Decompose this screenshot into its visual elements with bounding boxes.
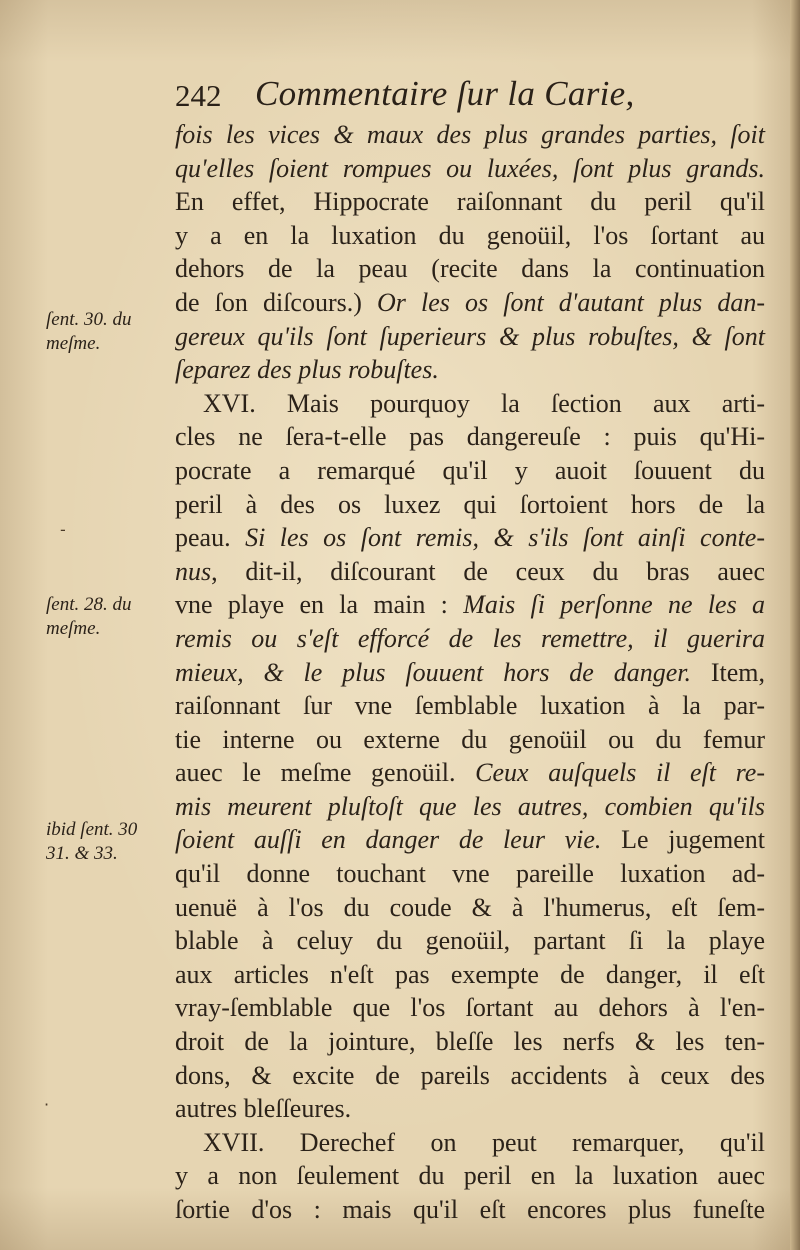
italic-quote: fois les vices & maux des plus grandes parties, ſoit: [175, 120, 765, 149]
margin-note: [46, 593, 166, 641]
text-line: [175, 1025, 765, 1059]
italic-quote: ſeparez des plus robuſtes.: [175, 355, 439, 385]
text-run: En effet, Hippocrate raiſonnant du peril qu'il: [175, 187, 765, 217]
text-run: raiſonnant ſur vne ſemblable luxation à la par-: [175, 691, 765, 721]
margin-note-line: ſent. 30. du: [46, 309, 132, 330]
text-line: [175, 991, 765, 1025]
text-line: [175, 387, 765, 421]
page-edge: [790, 0, 800, 1250]
text-line: [175, 823, 765, 857]
margin-note-line: meſme.: [46, 618, 101, 639]
text-run: vne playe en la main :: [175, 590, 464, 620]
text-line: [175, 219, 765, 253]
text-line: [175, 118, 765, 152]
text-line: [175, 185, 765, 219]
margin-note-line: ibid ſent. 30: [46, 819, 138, 840]
italic-quote: remis ou s'eſt efforcé de les remettre, il guerira: [175, 623, 765, 653]
margin-note: [46, 818, 166, 866]
text-line: [175, 1092, 765, 1126]
text-line: [175, 1126, 765, 1160]
text-line: [175, 420, 765, 454]
italic-quote: qu'elles ſoient rompues ou luxées, ſont plus grands.: [175, 153, 765, 183]
text-run: dons, & excite de pareils accidents à ceux des: [175, 1060, 765, 1090]
text-line: [175, 353, 765, 387]
text-line: [175, 1193, 765, 1227]
text-line: [175, 622, 765, 656]
text-line: [175, 1159, 765, 1193]
text-run: tie interne ou externe du genoüil ou du femur: [175, 724, 765, 754]
text-line: [175, 958, 765, 992]
text-run: Item,: [690, 657, 765, 687]
text-line: [175, 723, 765, 757]
text-run: droit de la jointure, bleſſe les nerfs & les ten-: [175, 1027, 765, 1057]
text-line: [175, 588, 765, 622]
text-run: y a en la luxation du genoüil, l'os ſortant au: [175, 220, 765, 250]
text-line: [175, 689, 765, 723]
stray-mark: ·: [44, 1095, 50, 1114]
text-run: dehors de la peau (recite dans la continuation: [175, 254, 765, 284]
text-line: [175, 152, 765, 186]
page-number: 242: [175, 78, 222, 113]
text-run: autres bleſſeures.: [175, 1094, 352, 1124]
text-line: [175, 891, 765, 925]
italic-quote: Or les os ſont d'autant plus dan-: [377, 287, 766, 317]
text-run: ſortie d'os : mais qu'il eſt encores plus funeſte: [175, 1195, 765, 1224]
margin-note-line: 31. & 33.: [46, 843, 118, 864]
italic-quote: mieux, & le plus ſouuent hors de danger.: [175, 657, 691, 687]
text-line: [175, 454, 765, 488]
text-line: [175, 521, 765, 555]
text-run: peril à des os luxez qui ſortoient hors de la: [175, 489, 765, 519]
stray-mark: -: [60, 520, 66, 539]
text-run: Le jugement: [601, 825, 765, 855]
text-run: de ſon diſcours.): [175, 287, 378, 317]
text-line: [175, 756, 765, 790]
text-line: [175, 790, 765, 824]
italic-quote: Ceux auſquels il eſt re-: [475, 758, 765, 788]
italic-quote: Mais ſi perſonne ne les a: [463, 590, 765, 620]
margin-note-line: meſme.: [46, 333, 101, 354]
italic-quote: mis meurent pluſtoſt que les autres, combien qu'ils: [175, 791, 765, 821]
running-title: Commentaire ſur la Carie,: [255, 74, 635, 113]
text-line: [175, 1059, 765, 1093]
text-line: [175, 488, 765, 522]
text-line: [175, 555, 765, 589]
text-run: aux articles n'eſt pas exempte de danger, il eſt: [175, 959, 765, 989]
text-run: qu'il donne touchant vne pareille luxation ad-: [175, 859, 765, 889]
margin-note: [46, 308, 166, 356]
text-line: [175, 924, 765, 958]
text-run: pocrate a remarqué qu'il y auoit ſouuent du: [175, 455, 765, 485]
body-text: [175, 118, 765, 1227]
margin-note-line: ſent. 28. du: [46, 594, 132, 615]
text-line: [175, 857, 765, 891]
text-run: peau.: [175, 523, 246, 553]
italic-quote: ſoient auſſi en danger de leur vie.: [175, 825, 602, 855]
text-run: vray-ſemblable que l'os ſortant au dehors à l'en-: [175, 993, 765, 1023]
text-line: [175, 286, 765, 320]
page-header: [175, 70, 775, 120]
text-run: XVII. Derechef on peut remarquer, qu'il: [203, 1127, 765, 1157]
text-run: blable à celuy du genoüil, partant ſi la playe: [175, 926, 765, 956]
text-run: XVI. Mais pourquoy la ſection aux arti-: [203, 388, 765, 418]
text-run: y a non ſeulement du peril en la luxation auec: [175, 1161, 765, 1191]
text-run: , dit-il, diſcourant de ceux du bras auec: [211, 556, 765, 586]
italic-quote: Si les os ſont remis, & s'ils ſont ainſi conte-: [245, 523, 765, 553]
text-line: [175, 320, 765, 354]
text-run: cles ne ſera-t-elle pas dangereuſe : puis qu'Hi-: [175, 422, 765, 452]
italic-quote: nus: [175, 556, 212, 586]
text-run: uenuë à l'os du coude & à l'humerus, eſt ſem-: [175, 892, 765, 922]
text-line: [175, 252, 765, 286]
text-line: [175, 656, 765, 690]
italic-quote: gereux qu'ils ſont ſuperieurs & plus robuſtes, & ſont: [175, 321, 765, 351]
text-run: auec le meſme genoüil.: [175, 758, 476, 788]
